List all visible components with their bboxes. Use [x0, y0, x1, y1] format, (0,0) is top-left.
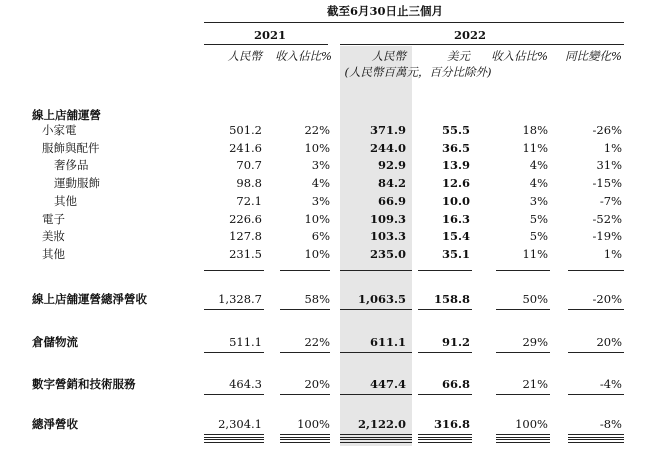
- total-rule: [418, 309, 472, 310]
- row-yoy: -26%: [592, 123, 622, 137]
- col-share-2021: 收入佔比%: [275, 49, 332, 63]
- total-rule: [340, 394, 412, 395]
- row-rmb2022: 92.9: [377, 158, 406, 173]
- double-rule-lower: [340, 439, 412, 443]
- double-rule: [204, 434, 264, 438]
- col-share-2022: 收入佔比%: [491, 49, 548, 63]
- total-rule: [418, 352, 472, 353]
- total-v2021: 511.1: [229, 335, 262, 349]
- total-v2021: 464.3: [229, 377, 262, 391]
- row-p2022: 18%: [522, 123, 548, 137]
- total-rule: [204, 394, 264, 395]
- row-v2021: 127.8: [229, 229, 262, 244]
- total-p2021: 20%: [304, 377, 330, 391]
- total-usd2022: 66.8: [441, 377, 470, 391]
- total-rule: [568, 352, 624, 353]
- total-label: 線上店舖運營總淨營收: [32, 292, 147, 306]
- row-v2021: 70.7: [236, 158, 262, 173]
- row-rmb2022: 66.9: [377, 193, 406, 208]
- row-p2021: 3%: [311, 193, 330, 208]
- row-label: 其他: [54, 193, 77, 208]
- row-yoy: -19%: [592, 229, 622, 244]
- row-label: 美妝: [42, 229, 65, 244]
- row-yoy: 31%: [596, 158, 622, 173]
- row-label: 服飾與配件: [42, 140, 100, 155]
- year-2021-rule: [204, 44, 328, 45]
- row-p2021: 22%: [304, 123, 330, 137]
- row-v2021: 241.6: [229, 140, 262, 155]
- row-v2021: 501.2: [229, 123, 262, 137]
- total-p2022: 29%: [522, 335, 548, 349]
- total-rule: [280, 394, 330, 395]
- total-rule: [280, 309, 330, 310]
- double-rule-lower: [418, 439, 472, 443]
- total-rmb2022: 611.1: [369, 335, 406, 349]
- section-title: 線上店舖運營: [32, 108, 101, 122]
- double-rule-lower: [204, 439, 264, 443]
- row-yoy: 1%: [603, 246, 622, 261]
- row-rmb2022: 244.0: [369, 140, 406, 155]
- row-usd2022: 13.9: [441, 158, 470, 173]
- row-v2021: 72.1: [236, 193, 262, 208]
- total-rule: [280, 352, 330, 353]
- total-rule: [496, 309, 550, 310]
- total-usd2022: 158.8: [433, 292, 470, 306]
- total-v2021: 2,304.1: [218, 417, 262, 431]
- row-usd2022: 10.0: [441, 193, 470, 208]
- row-p2022: 4%: [529, 176, 548, 191]
- total-yoy: -8%: [599, 417, 622, 431]
- row-p2021: 10%: [304, 140, 330, 155]
- total-rule: [496, 352, 550, 353]
- row-rmb2022: 371.9: [369, 123, 406, 137]
- row-label: 運動服飾: [54, 176, 100, 191]
- total-usd2022: 316.8: [433, 417, 470, 431]
- total-p2022: 100%: [515, 417, 548, 431]
- col-usd-2022: 美元: [447, 49, 470, 63]
- total-yoy: 20%: [596, 335, 622, 349]
- total-label: 總淨營收: [32, 417, 78, 431]
- unit-note: (人民幣百萬元，百分比除外): [344, 65, 492, 79]
- total-rule: [340, 309, 412, 310]
- total-rmb2022: 1,063.5: [357, 292, 406, 306]
- total-yoy: -4%: [599, 377, 622, 391]
- double-rule-lower: [496, 439, 550, 443]
- double-rule: [568, 434, 624, 438]
- row-label: 電子: [42, 211, 65, 226]
- row-label: 奢侈品: [54, 158, 89, 173]
- total-v2021: 1,328.7: [218, 292, 262, 306]
- year-2022-header: 2022: [453, 28, 486, 42]
- double-rule-lower: [280, 439, 330, 443]
- total-rule: [204, 352, 264, 353]
- period-header: 截至6月30日止三個月: [326, 4, 443, 18]
- total-rule: [568, 394, 624, 395]
- row-usd2022: 36.5: [441, 140, 470, 155]
- row-p2022: 5%: [529, 229, 548, 244]
- col-rmb-2022: 人民幣: [371, 49, 406, 63]
- total-p2021: 58%: [304, 292, 330, 306]
- row-p2022: 5%: [529, 211, 548, 226]
- double-rule-lower: [568, 439, 624, 443]
- subtotal-rule-yoy: [568, 270, 624, 271]
- row-rmb2022: 103.3: [369, 229, 406, 244]
- row-p2022: 11%: [522, 140, 548, 155]
- row-usd2022: 55.5: [441, 123, 470, 137]
- year-2021-header: 2021: [253, 28, 286, 42]
- subtotal-rule-2022-usd: [418, 270, 472, 271]
- subtotal-rule-2021-v: [204, 270, 264, 271]
- row-rmb2022: 235.0: [369, 246, 406, 261]
- row-rmb2022: 109.3: [369, 211, 406, 226]
- row-yoy: -7%: [599, 193, 622, 208]
- row-p2022: 11%: [522, 246, 548, 261]
- row-v2021: 231.5: [229, 246, 262, 261]
- subtotal-rule-2022-p: [496, 270, 550, 271]
- period-header-rule: [204, 22, 624, 23]
- double-rule: [340, 434, 412, 438]
- total-rmb2022: 447.4: [369, 377, 406, 391]
- row-p2022: 4%: [529, 158, 548, 173]
- col-rmb-2021: 人民幣: [227, 49, 262, 63]
- total-label: 數字營銷和技術服務: [32, 377, 136, 391]
- col-yoy: 同比變化%: [565, 49, 622, 63]
- row-usd2022: 12.6: [441, 176, 470, 191]
- total-rule: [418, 394, 472, 395]
- row-yoy: -52%: [592, 211, 622, 226]
- row-p2021: 6%: [311, 229, 330, 244]
- total-p2022: 50%: [522, 292, 548, 306]
- total-label: 倉儲物流: [32, 335, 78, 349]
- row-usd2022: 35.1: [441, 246, 470, 261]
- row-p2022: 3%: [529, 193, 548, 208]
- subtotal-rule-2021-p: [280, 270, 330, 271]
- total-p2021: 22%: [304, 335, 330, 349]
- row-label: 其他: [42, 246, 65, 261]
- subtotal-rule-2022-rmb: [340, 270, 412, 271]
- total-rule: [204, 309, 264, 310]
- row-rmb2022: 84.2: [377, 176, 406, 191]
- row-yoy: -15%: [592, 176, 622, 191]
- row-usd2022: 15.4: [441, 229, 470, 244]
- row-p2021: 10%: [304, 211, 330, 226]
- total-rmb2022: 2,122.0: [357, 417, 406, 431]
- row-v2021: 226.6: [229, 211, 262, 226]
- double-rule: [496, 434, 550, 438]
- total-yoy: -20%: [592, 292, 622, 306]
- row-p2021: 4%: [311, 176, 330, 191]
- total-rule: [568, 309, 624, 310]
- double-rule: [418, 434, 472, 438]
- year-2022-rule: [340, 44, 624, 45]
- total-usd2022: 91.2: [441, 335, 470, 349]
- row-yoy: 1%: [603, 140, 622, 155]
- total-p2022: 21%: [522, 377, 548, 391]
- total-p2021: 100%: [297, 417, 330, 431]
- row-usd2022: 16.3: [441, 211, 470, 226]
- row-p2021: 10%: [304, 246, 330, 261]
- row-v2021: 98.8: [236, 176, 262, 191]
- row-label: 小家電: [42, 123, 77, 137]
- total-rule: [496, 394, 550, 395]
- total-rule: [340, 352, 412, 353]
- row-p2021: 3%: [311, 158, 330, 173]
- double-rule: [280, 434, 330, 438]
